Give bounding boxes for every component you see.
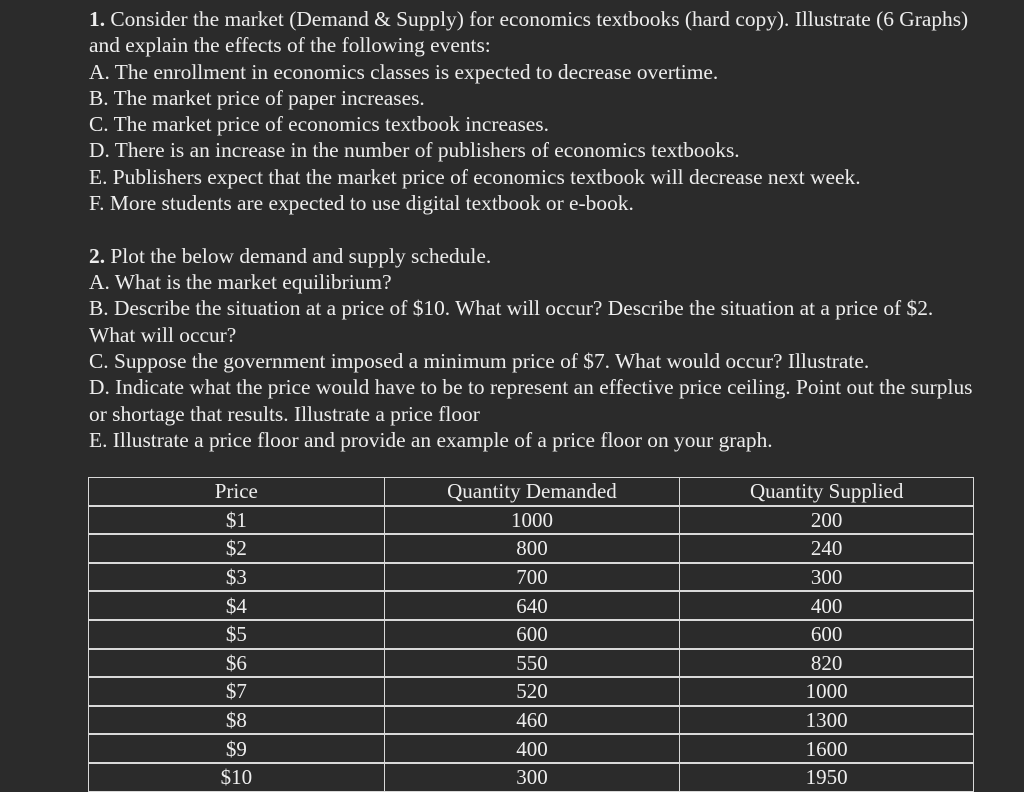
table-row xyxy=(89,734,974,763)
question-1 xyxy=(89,6,979,216)
header-quantity-demanded: Quantity Demanded xyxy=(384,478,680,506)
cell-price: $2 xyxy=(89,534,385,563)
table-row xyxy=(89,649,974,678)
question-2-item-a: A. What is the market equilibrium? xyxy=(89,270,392,295)
header-price: Price xyxy=(89,478,385,506)
cell-quantity-demanded: 640 xyxy=(384,591,680,620)
cell-quantity-demanded: 550 xyxy=(384,649,680,678)
question-1-item-f: F. More students are expected to use digital textbook or e-book. xyxy=(89,191,634,216)
cell-price: $9 xyxy=(89,734,385,763)
cell-price: $6 xyxy=(89,649,385,678)
question-2-number: 2. xyxy=(89,243,106,268)
question-1-intro xyxy=(89,6,979,59)
question-1-item-a: A. The enrollment in economics classes is expected to decrease overtime. xyxy=(89,59,719,84)
cell-quantity-supplied: 200 xyxy=(680,506,974,535)
header-quantity-supplied: Quantity Supplied xyxy=(680,478,974,506)
table-header-row xyxy=(89,478,974,506)
cell-quantity-supplied: 600 xyxy=(680,620,974,649)
question-2-item-c: C. Suppose the government imposed a minimum price of $7. What would occur? Illustrate. xyxy=(89,349,870,374)
table-row xyxy=(89,706,974,735)
question-1-intro-text: Consider the market (Demand & Supply) for economics textbooks (hard copy). Illustrate (6 Graphs) and explain the effects of the following events: xyxy=(89,7,969,58)
cell-quantity-supplied: 1300 xyxy=(680,706,974,735)
question-1-item-e: E. Publishers expect that the market price of economics textbook will decrease next week. xyxy=(89,164,861,189)
table-row xyxy=(89,677,974,706)
cell-quantity-demanded: 800 xyxy=(384,534,680,563)
cell-quantity-supplied: 1000 xyxy=(680,677,974,706)
demand-supply-schedule-table xyxy=(88,477,974,792)
cell-price: $8 xyxy=(89,706,385,735)
cell-quantity-demanded: 400 xyxy=(384,734,680,763)
cell-quantity-demanded: 600 xyxy=(384,620,680,649)
cell-quantity-supplied: 300 xyxy=(680,563,974,592)
question-1-number: 1. xyxy=(89,7,106,31)
question-2 xyxy=(89,243,979,453)
cell-quantity-demanded: 1000 xyxy=(384,506,680,535)
cell-quantity-supplied: 400 xyxy=(680,591,974,620)
question-1-item-b: B. The market price of paper increases. xyxy=(89,85,425,110)
table-row xyxy=(89,534,974,563)
cell-price: $10 xyxy=(89,763,385,791)
document-body xyxy=(89,6,979,453)
cell-price: $7 xyxy=(89,677,385,706)
table-row xyxy=(89,620,974,649)
question-2-item-e: E. Illustrate a price floor and provide an example of a price floor on your graph. xyxy=(89,427,773,452)
table-row xyxy=(89,591,974,620)
cell-quantity-demanded: 700 xyxy=(384,563,680,592)
cell-quantity-supplied: 240 xyxy=(680,534,974,563)
cell-price: $1 xyxy=(89,506,385,535)
question-2-item-d: D. Indicate what the price would have to be to represent an effective price ceiling. Point out the surplus or shortage that results. Illustrate a price floor xyxy=(89,375,973,426)
cell-price: $4 xyxy=(89,591,385,620)
table-row xyxy=(89,563,974,592)
cell-price: $3 xyxy=(89,563,385,592)
cell-quantity-supplied: 820 xyxy=(680,649,974,678)
cell-quantity-demanded: 520 xyxy=(384,677,680,706)
question-2-intro-text: Plot the below demand and supply schedule. xyxy=(110,243,492,268)
cell-quantity-supplied: 1600 xyxy=(680,734,974,763)
table-row xyxy=(89,506,974,535)
question-2-intro xyxy=(89,243,979,269)
question-1-item-d: D. There is an increase in the number of publishers of economics textbooks. xyxy=(89,138,740,163)
question-1-item-c: C. The market price of economics textbook increases. xyxy=(89,112,549,137)
cell-quantity-demanded: 460 xyxy=(384,706,680,735)
cell-quantity-demanded: 300 xyxy=(384,763,680,791)
question-2-item-b: B. Describe the situation at a price of $10. What will occur? Describe the situation at a price of $2. What will occur? xyxy=(89,296,934,347)
cell-price: $5 xyxy=(89,620,385,649)
cell-quantity-supplied: 1950 xyxy=(680,763,974,791)
